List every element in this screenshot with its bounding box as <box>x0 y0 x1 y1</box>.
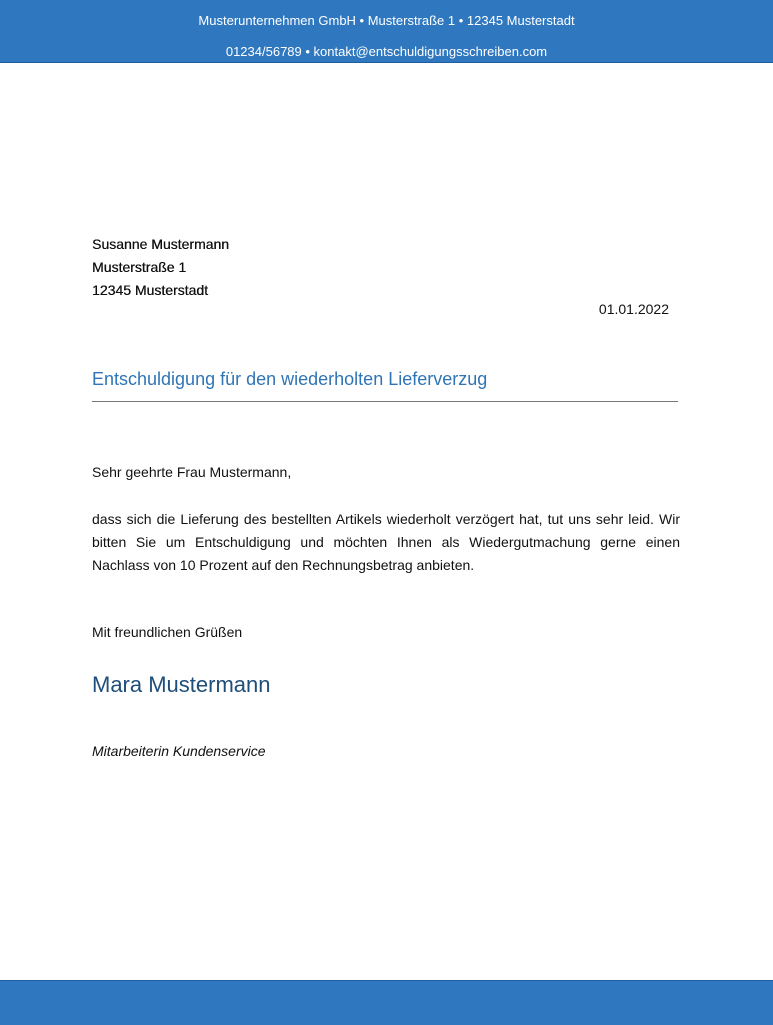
letter-body: dass sich die Lieferung des bestellten Artikels wiederholt verzögert hat, tut uns sehr leid. Wir bitten Sie um Entschuldigung und möchten Ihnen als Wiedergutmachung gerne einen Nachlass von 10 Prozent auf den Rechnungsbetrag anbieten. <box>92 511 680 573</box>
company-contact-line: 01234/56789 • kontakt@entschuldigungsschreiben.com <box>225 44 548 59</box>
letter-subject: Entschuldigung für den wiederholten Lieferverzug <box>92 369 488 389</box>
signature-name: Mara Mustermann <box>92 672 271 697</box>
recipient-name: Susanne Mustermann <box>92 236 229 252</box>
signer-role: Mitarbeiterin Kundenservice <box>92 743 266 759</box>
letterhead-band <box>0 0 773 63</box>
footer-band <box>0 980 773 1025</box>
closing-phrase: Mit freundlichen Grüßen <box>92 624 243 640</box>
recipient-address <box>92 233 229 302</box>
salutation: Sehr geehrte Frau Mustermann, <box>92 464 292 480</box>
recipient-street: Musterstraße 1 <box>92 259 187 275</box>
subject-divider <box>92 401 678 402</box>
letter-date: 01.01.2022 <box>598 301 669 317</box>
company-address-line: Musterunternehmen GmbH • Musterstraße 1 • 12345 Musterstadt <box>198 13 575 28</box>
recipient-city: 12345 Musterstadt <box>92 282 208 298</box>
